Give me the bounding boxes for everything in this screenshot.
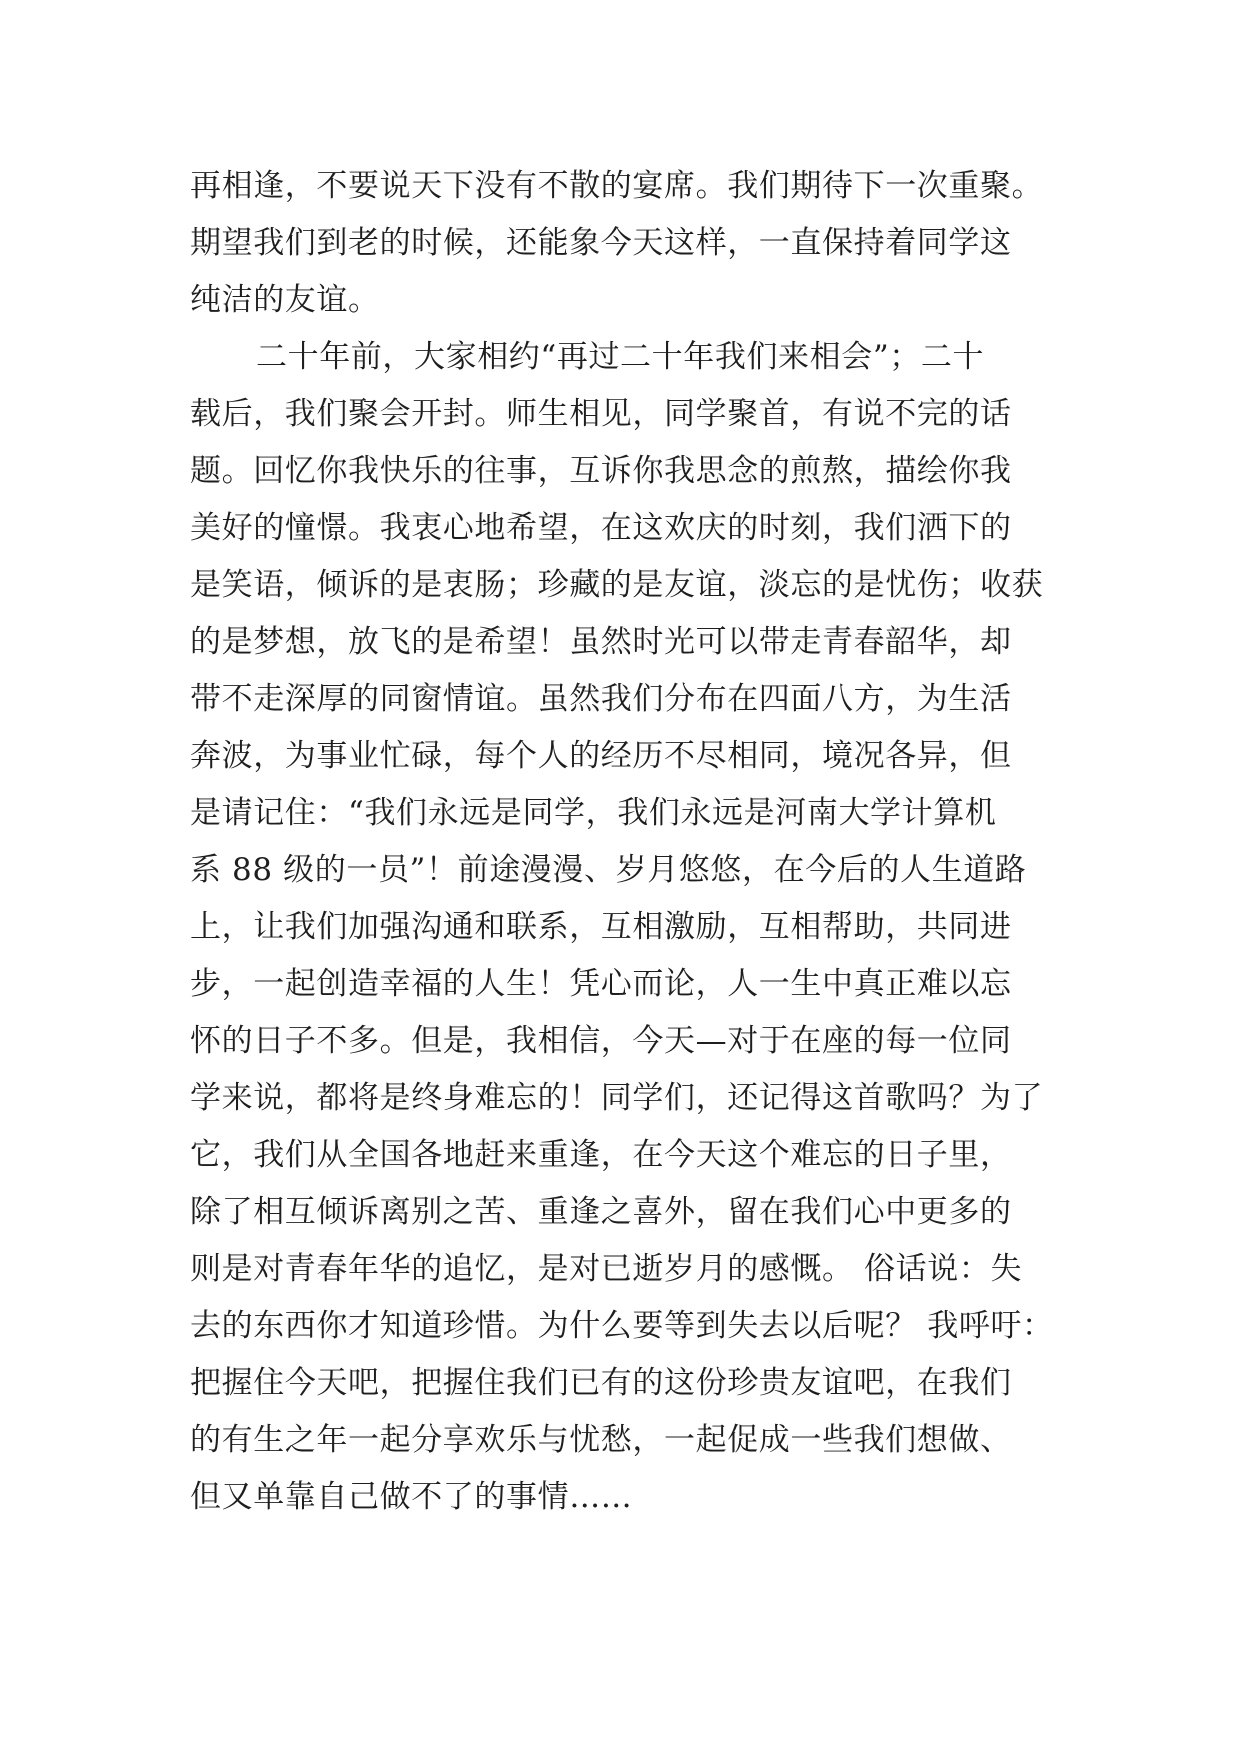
text-line: 把握住今天吧，把握住我们已有的这份珍贵友谊吧，在我们 xyxy=(190,1365,1012,1401)
text-line: 是笑语，倾诉的是衷肠；珍藏的是友谊，淡忘的是忧伤；收获 xyxy=(190,567,1044,603)
text-line: 的是梦想，放飞的是希望！虽然时光可以带走青春韶华，却 xyxy=(190,624,1012,660)
text-line: 期望我们到老的时候，还能象今天这样，一直保持着同学这 xyxy=(190,225,1012,261)
text-line: 去的东西你才知道珍惜。为什么要等到失去以后呢？ 我呼吁： xyxy=(190,1308,1054,1344)
text-line: 上，让我们加强沟通和联系，互相激励，互相帮助，共同进 xyxy=(190,909,1012,945)
text-line: 怀的日子不多。但是，我相信，今天—对于在座的每一位同 xyxy=(190,1023,1012,1059)
text-line: 载后，我们聚会开封。师生相见，同学聚首，有说不完的话 xyxy=(190,396,1012,432)
text-line: 但又单靠自己做不了的事情…… xyxy=(190,1479,633,1515)
text-line: 步，一起创造幸福的人生！凭心而论，人一生中真正难以忘 xyxy=(190,966,1012,1002)
text-line: 学来说，都将是终身难忘的！同学们，还记得这首歌吗？为了 xyxy=(190,1080,1044,1116)
text-line: 除了相互倾诉离别之苦、重逢之喜外，留在我们心中更多的 xyxy=(190,1194,1012,1230)
text-line: 美好的憧憬。我衷心地希望，在这欢庆的时刻，我们洒下的 xyxy=(190,510,1012,546)
text-line: 题。回忆你我快乐的往事，互诉你我思念的煎熬，描绘你我 xyxy=(190,453,1012,489)
text-line: 带不走深厚的同窗情谊。虽然我们分布在四面八方，为生活 xyxy=(190,681,1012,717)
text-line: 纯洁的友谊。 xyxy=(190,282,380,318)
paragraph-first-line: 二十年前，大家相约“再过二十年我们来相会”；二十 xyxy=(256,339,985,375)
body-text xyxy=(190,158,1090,1526)
text-line: 再相逢，不要说天下没有不散的宴席。我们期待下一次重聚。 xyxy=(190,168,1044,204)
text-line: 是请记住：“我们永远是同学，我们永远是河南大学计算机 xyxy=(190,795,997,831)
text-line: 系 88 级的一员”！前途漫漫、岁月悠悠，在今后的人生道路 xyxy=(190,852,1027,888)
text-line: 则是对青春年华的追忆，是对已逝岁月的感慨。 俗话说：失 xyxy=(190,1251,1023,1287)
text-line: 奔波，为事业忙碌，每个人的经历不尽相同，境况各异，但 xyxy=(190,738,1012,774)
text-line: 它，我们从全国各地赶来重逢，在今天这个难忘的日子里， xyxy=(190,1137,1012,1173)
text-line: 的有生之年一起分享欢乐与忧愁，一起促成一些我们想做、 xyxy=(190,1422,1012,1458)
